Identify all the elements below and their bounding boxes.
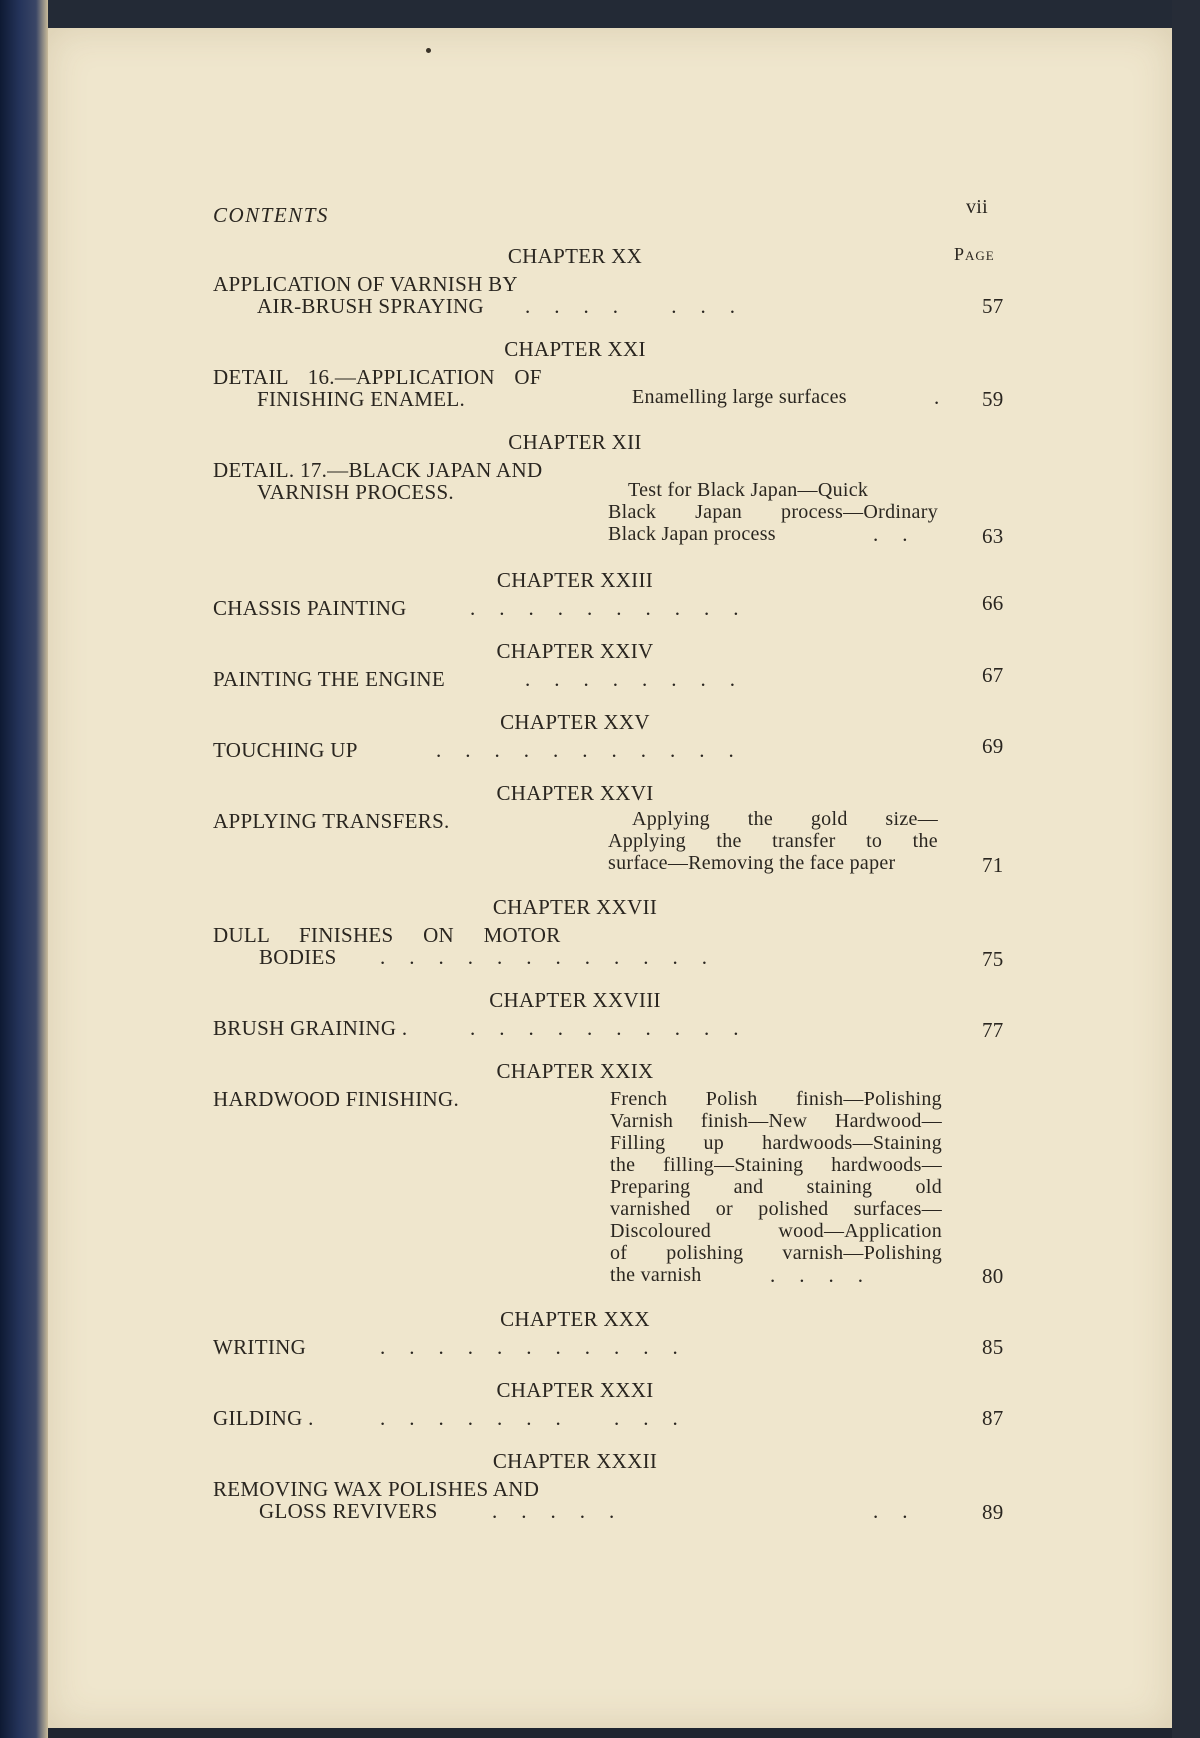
entry-description: Preparing and staining old bbox=[610, 1176, 942, 1198]
entry-title: CHASSIS PAINTING bbox=[213, 596, 407, 620]
entry-description: Applying the transfer to the bbox=[608, 830, 938, 852]
entry-page: 69 bbox=[982, 734, 1004, 758]
page-mark bbox=[426, 48, 431, 53]
entry-page: 80 bbox=[982, 1264, 1004, 1288]
entry-title: DULL FINISHES ON MOTOR bbox=[213, 923, 561, 947]
entry-title: DETAIL. 17.—BLACK JAPAN AND bbox=[213, 458, 543, 482]
entry-title-continued: FINISHING ENAMEL. bbox=[257, 387, 466, 411]
chapter-heading: CHAPTER XXIX bbox=[496, 1059, 654, 1083]
page-number-roman: vii bbox=[966, 196, 989, 218]
entry-title: REMOVING WAX POLISHES AND bbox=[213, 1477, 540, 1501]
entry-description: varnished or polished surfaces— bbox=[610, 1198, 942, 1220]
chapter-heading: CHAPTER XXXI bbox=[496, 1378, 654, 1402]
entry-description: Black Japan process bbox=[608, 523, 776, 545]
page-column-label: Page bbox=[954, 244, 995, 264]
leader-dots: ....... ... bbox=[380, 1406, 702, 1430]
entry-description: the varnish bbox=[610, 1264, 702, 1286]
entry-page: 63 bbox=[982, 524, 1004, 548]
entry-title: WRITING bbox=[213, 1335, 307, 1359]
entry-page: 66 bbox=[982, 591, 1004, 615]
entry-description: Black Japan process—Ordinary bbox=[608, 501, 938, 523]
entry-title-continued: GLOSS REVIVERS bbox=[259, 1499, 438, 1523]
entry-title: PAINTING THE ENGINE bbox=[213, 667, 446, 691]
entry-title-continued: AIR-BRUSH SPRAYING bbox=[257, 294, 484, 318]
entry-description: Test for Black Japan—Quick bbox=[628, 479, 869, 501]
entry-description: Discoloured wood—Application bbox=[610, 1220, 942, 1242]
entry-page: 71 bbox=[982, 853, 1004, 877]
entry-title: BRUSH GRAINING . bbox=[213, 1016, 408, 1040]
chapter-heading: CHAPTER XXVI bbox=[496, 781, 654, 805]
entry-description: French Polish finish—Polishing bbox=[610, 1088, 942, 1110]
entry-page: 87 bbox=[982, 1406, 1004, 1430]
chapter-heading: CHAPTER XXXII bbox=[492, 1449, 658, 1473]
entry-description: surface—Removing the face paper bbox=[608, 852, 896, 874]
chapter-heading: CHAPTER XX bbox=[507, 244, 643, 268]
leader-dots: ........... bbox=[380, 1335, 702, 1359]
entry-title-continued: BODIES bbox=[259, 945, 337, 969]
scan-top-edge bbox=[0, 0, 1200, 28]
running-header: CONTENTS bbox=[213, 203, 329, 227]
entry-page: 77 bbox=[982, 1018, 1004, 1042]
leader-dots: .... bbox=[770, 1263, 887, 1287]
entry-page: 57 bbox=[982, 294, 1004, 318]
entry-page: 59 bbox=[982, 387, 1004, 411]
entry-description: Filling up hardwoods—Staining bbox=[610, 1132, 942, 1154]
entry-page: 85 bbox=[982, 1335, 1004, 1359]
entry-description: the filling—Staining hardwoods— bbox=[610, 1154, 942, 1176]
entry-page: 89 bbox=[982, 1500, 1004, 1524]
leader-dots: ............ bbox=[380, 945, 731, 969]
chapter-heading: CHAPTER XXX bbox=[500, 1307, 650, 1331]
chapter-heading: CHAPTER XXVIII bbox=[489, 988, 661, 1012]
entry-title: APPLYING TRANSFERS. bbox=[213, 809, 450, 833]
scan-right-edge bbox=[1172, 0, 1200, 1738]
entry-description: of polishing varnish—Polishing bbox=[610, 1242, 942, 1264]
entry-description: Applying the gold size— bbox=[632, 808, 938, 830]
leader-dots: . bbox=[934, 385, 940, 409]
chapter-heading: CHAPTER XXV bbox=[500, 710, 650, 734]
chapter-heading: CHAPTER XXI bbox=[504, 337, 646, 361]
chapter-heading: CHAPTER XII bbox=[508, 430, 642, 454]
entry-description: Varnish finish—New Hardwood— bbox=[610, 1110, 942, 1132]
entry-page: 75 bbox=[982, 947, 1004, 971]
entry-title: DETAIL 16.—APPLICATION OF bbox=[213, 365, 542, 389]
leader-dots: .......... bbox=[470, 1016, 763, 1040]
chapter-heading: CHAPTER XXIII bbox=[496, 568, 654, 592]
leader-dots: .......... bbox=[470, 596, 763, 620]
entry-description-block bbox=[610, 1088, 942, 1264]
leader-dots: .... ... bbox=[525, 294, 759, 318]
leader-dots: .. bbox=[873, 1499, 932, 1523]
chapter-heading: CHAPTER XXVII bbox=[492, 895, 658, 919]
entry-title: TOUCHING UP bbox=[213, 738, 358, 762]
entry-title: HARDWOOD FINISHING. bbox=[213, 1087, 460, 1111]
entry-title: APPLICATION OF VARNISH BY bbox=[213, 272, 518, 296]
entry-title: GILDING . bbox=[213, 1406, 314, 1430]
leader-dots: ..... bbox=[492, 1499, 639, 1523]
entry-description: Enamelling large surfaces bbox=[632, 386, 847, 408]
entry-page: 67 bbox=[982, 663, 1004, 687]
chapter-heading: CHAPTER XXIV bbox=[496, 639, 654, 663]
leader-dots: ........ bbox=[525, 667, 759, 691]
entry-title-continued: VARNISH PROCESS. bbox=[257, 480, 454, 504]
leader-dots: ........... bbox=[436, 738, 758, 762]
leader-dots: .. bbox=[873, 522, 932, 546]
